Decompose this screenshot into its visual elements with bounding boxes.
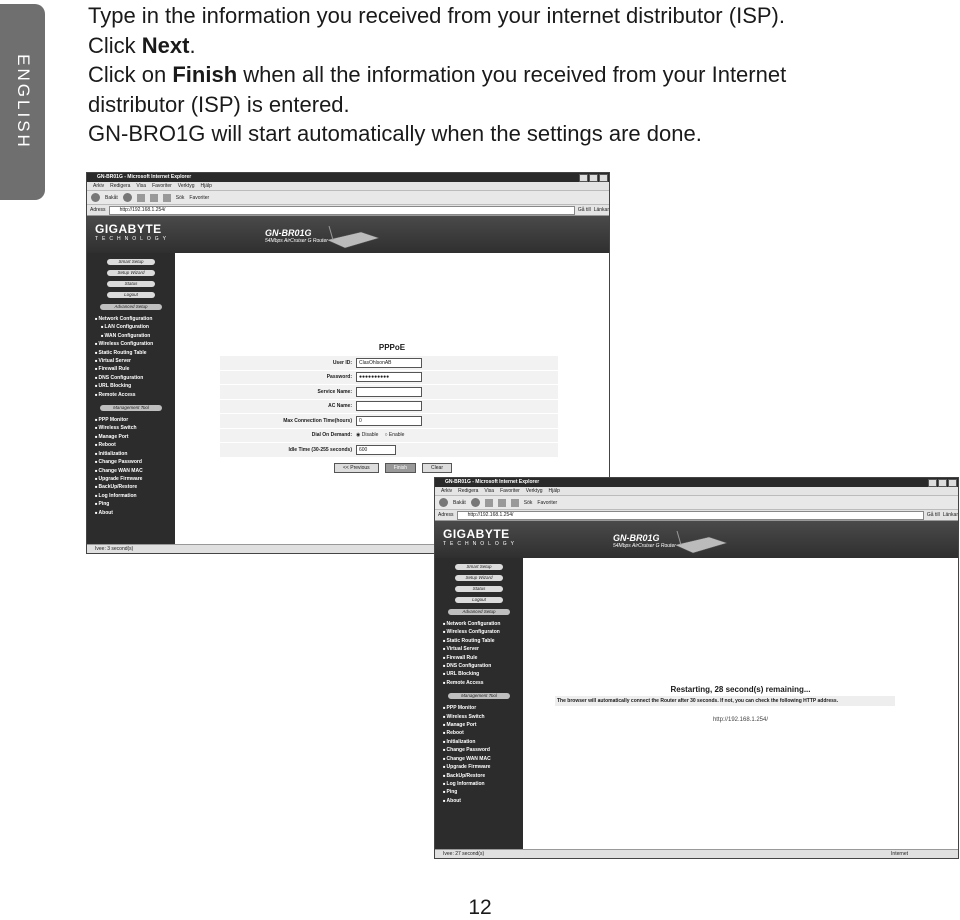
advanced-setup-header: Advanced Setup — [448, 609, 510, 615]
nav-item[interactable]: ■ Change Password — [443, 746, 523, 754]
toolbar — [87, 191, 609, 205]
instruction-line: Type in the information you received from your internet distributor (ISP). — [88, 3, 785, 28]
status-bar: Ivee: 27 second(s) Internet — [435, 849, 958, 858]
nav-item[interactable]: ■ BackUp/Restore — [443, 772, 523, 780]
router-image — [673, 531, 729, 555]
back-icon[interactable] — [439, 498, 448, 507]
menu-view[interactable]: Visa — [484, 488, 495, 494]
password-input[interactable]: ●●●●●●●●●● — [356, 372, 422, 382]
menu-help[interactable]: Hjälp — [200, 183, 212, 189]
back-label[interactable]: Bakåt — [105, 194, 118, 201]
address-label: Adress — [438, 512, 454, 518]
nav-item[interactable]: ■ Remote Access — [95, 391, 175, 399]
menu-favorites[interactable]: Favoriter — [500, 488, 520, 494]
nav-item[interactable]: ■ Virtual Server — [95, 357, 175, 365]
nav-item[interactable]: ■ Network Configuration — [95, 315, 175, 323]
router-header — [435, 521, 958, 561]
dial-disable-radio[interactable]: ◉ Disable — [356, 432, 379, 439]
setup-wizard-button[interactable]: Setup Wizard — [455, 575, 503, 581]
sidebar — [435, 558, 523, 849]
nav-item[interactable]: ■ Reboot — [443, 729, 523, 737]
page-number: 12 — [468, 896, 492, 919]
nav-item[interactable]: ■ LAN Configuration — [95, 323, 175, 331]
language-label: ENGLISH — [13, 54, 33, 150]
finish-button[interactable]: Finish — [385, 463, 416, 473]
refresh-icon[interactable] — [498, 499, 506, 507]
nav-item[interactable]: ■ About — [443, 797, 523, 805]
tools-nav — [87, 416, 175, 517]
advanced-setup-header: Advanced Setup — [100, 304, 162, 310]
dial-on-demand-label: Dial On Demand: — [311, 432, 352, 439]
logout-button[interactable]: Logout — [455, 597, 503, 603]
go-button[interactable]: Gå till — [926, 512, 940, 518]
instructions — [88, 1, 786, 149]
close-button[interactable] — [599, 174, 608, 182]
window-titlebar: GN-BR01G - Microsoft Internet Explorer — [87, 173, 609, 182]
home-icon[interactable] — [163, 194, 171, 202]
nav-item[interactable]: ■ Wireless Configuration — [95, 340, 175, 348]
max-connection-input[interactable]: 0 — [356, 416, 422, 426]
stop-icon[interactable] — [137, 194, 145, 202]
nav-item[interactable]: ■ Reboot — [95, 441, 175, 449]
instruction-line: Click on Finish when all the information you received from your Internet — [88, 62, 787, 87]
address-label: Adress — [90, 207, 106, 213]
instruction-line: distributor (ISP) is entered. — [88, 91, 350, 117]
home-icon[interactable] — [511, 499, 519, 507]
zone-label: Internet — [891, 851, 908, 857]
max-connection-label: Max Connection Time(hours) — [283, 417, 352, 424]
nav-item[interactable]: ■ Static Routing Table — [443, 637, 523, 645]
language-tab — [0, 4, 45, 200]
nav-item[interactable]: ■ Wireless Configuraton — [443, 628, 523, 636]
nav-item[interactable]: ■ Ping — [443, 788, 523, 796]
router-image — [325, 226, 381, 250]
menu-edit[interactable]: Redigera — [458, 488, 479, 494]
user-id-label: User ID: — [332, 359, 352, 366]
window-titlebar: GN-BR01G - Microsoft Internet Explorer — [435, 478, 958, 487]
restart-message: The browser will automatically connect the Router after 30 seconds. If not, you can check the following HTTP address. — [555, 696, 895, 706]
nav-item[interactable]: ■ Upgrade Firmware — [443, 763, 523, 771]
nav-item[interactable]: ■ DNS Configuration — [95, 374, 175, 382]
nav-item[interactable]: ■ Remote Access — [443, 679, 523, 687]
nav-item[interactable]: ■ BackUp/Restore — [95, 483, 175, 491]
gigabyte-logo: GIGABYTE TECHNOLOGY — [95, 222, 171, 242]
maximize-button[interactable] — [589, 174, 598, 182]
idle-time-label: Idle Time (30-255 seconds) — [288, 446, 352, 453]
address-bar — [87, 205, 609, 216]
menu-file[interactable]: Arkiv — [93, 183, 105, 189]
menu-bar — [87, 182, 609, 191]
search-button[interactable]: Sök — [523, 499, 533, 506]
menu-view[interactable]: Visa — [136, 183, 147, 189]
service-name-label: Service Name: — [317, 388, 352, 395]
menu-file[interactable]: Arkiv — [441, 488, 453, 494]
nav-item[interactable]: ■ Log Information — [95, 492, 175, 500]
nav-item[interactable]: ■ Network Configuration — [443, 620, 523, 628]
sidebar — [87, 253, 175, 544]
restart-url[interactable]: http://192.168.1.254/ — [712, 717, 769, 723]
smart-setup-button[interactable]: Smart Setup — [107, 259, 155, 265]
menu-bar — [435, 487, 958, 496]
menu-favorites[interactable]: Favoriter — [152, 183, 172, 189]
favorites-button[interactable]: Favoriter — [189, 194, 210, 201]
maximize-button[interactable] — [938, 479, 947, 487]
nav-item[interactable]: ■ Log Information — [443, 780, 523, 788]
nav-item[interactable]: ■ Ping — [95, 500, 175, 508]
refresh-icon[interactable] — [150, 194, 158, 202]
nav-item[interactable]: ■ Manage Port — [95, 433, 175, 441]
nav-item[interactable]: ■ Initialization — [95, 450, 175, 458]
close-button[interactable] — [948, 479, 957, 487]
menu-tools[interactable]: Verktyg — [525, 488, 543, 494]
stop-icon[interactable] — [485, 499, 493, 507]
nav-item[interactable]: ■ Wireless Switch — [95, 424, 175, 432]
instruction-line: Click Next. — [88, 32, 196, 58]
menu-edit[interactable]: Redigera — [110, 183, 131, 189]
nav-item[interactable]: ■ Initialization — [443, 738, 523, 746]
forward-icon[interactable] — [123, 193, 132, 202]
user-id-input[interactable]: ClasOhlsonAB — [356, 358, 422, 368]
menu-tools[interactable]: Verktyg — [177, 183, 195, 189]
dial-enable-radio[interactable]: ○ Enable — [384, 432, 405, 439]
back-label[interactable]: Bakåt — [453, 499, 466, 506]
ac-name-input[interactable] — [356, 401, 422, 411]
favorites-button[interactable]: Favoriter — [537, 499, 558, 506]
clear-button[interactable]: Clear — [422, 463, 452, 473]
router-header — [87, 216, 609, 256]
model-name: GN-BR01G 54Mbps AirCruiser G Router — [265, 228, 328, 244]
content-area — [523, 558, 958, 849]
menu-help[interactable]: Hjälp — [548, 488, 560, 494]
ac-name-label: AC Name: — [328, 403, 352, 410]
nav-item[interactable]: ■ WAN Configuration — [95, 332, 175, 340]
management-tool-header: Management Tool — [100, 405, 162, 411]
toolbar — [435, 496, 958, 510]
address-input[interactable]: http://192.168.1.254/ — [109, 206, 575, 215]
go-button[interactable]: Gå till — [577, 207, 591, 213]
nav-item[interactable]: ■ Firewall Rule — [95, 365, 175, 373]
minimize-button[interactable] — [579, 174, 588, 182]
nav-item[interactable]: ■ Static Routing Table — [95, 349, 175, 357]
status-button[interactable]: Status — [107, 281, 155, 287]
advanced-nav — [87, 315, 175, 399]
nav-item[interactable]: ■ Virtual Server — [443, 645, 523, 653]
advanced-nav — [435, 620, 523, 687]
nav-item[interactable]: ■ Wireless Switch — [443, 713, 523, 721]
links-button[interactable]: Länkar — [942, 512, 958, 518]
status-bar: Ivee: 3 second(s) — [87, 544, 609, 553]
model-name: GN-BR01G 54Mbps AirCruiser G Router — [613, 533, 676, 549]
nav-item[interactable]: ■ Manage Port — [443, 721, 523, 729]
nav-item[interactable]: ■ URL Blocking — [443, 670, 523, 678]
management-tool-header: Management Tool — [448, 693, 510, 699]
nav-item[interactable]: ■ About — [95, 509, 175, 517]
gigabyte-logo: GIGABYTE TECHNOLOGY — [443, 527, 519, 547]
idle-time-input[interactable]: 600 — [356, 445, 396, 455]
nav-item[interactable]: ■ URL Blocking — [95, 382, 175, 390]
nav-item[interactable]: ■ Firewall Rule — [443, 654, 523, 662]
nav-item[interactable]: ■ Upgrade Firmware — [95, 475, 175, 483]
tools-nav — [435, 704, 523, 805]
browser-window-restart — [434, 477, 959, 859]
minimize-button[interactable] — [928, 479, 937, 487]
form-title: PPPoE — [378, 343, 406, 352]
nav-item[interactable]: ■ Change WAN MAC — [443, 755, 523, 763]
logout-button[interactable]: Logout — [107, 292, 155, 298]
password-label: Password: — [326, 374, 352, 381]
nav-item[interactable]: ■ Change Password — [95, 458, 175, 466]
smart-setup-button[interactable]: Smart Setup — [455, 564, 503, 570]
forward-icon[interactable] — [471, 498, 480, 507]
nav-item[interactable]: ■ PPP Monitor — [443, 704, 523, 712]
nav-item[interactable]: ■ DNS Configuration — [443, 662, 523, 670]
pppoe-form — [220, 356, 558, 473]
nav-item[interactable]: ■ Change WAN MAC — [95, 467, 175, 475]
back-icon[interactable] — [91, 193, 100, 202]
service-name-input[interactable] — [356, 387, 422, 397]
search-button[interactable]: Sök — [175, 194, 185, 201]
instruction-line: GN-BRO1G will start automatically when the settings are done. — [88, 121, 702, 146]
previous-button[interactable]: << Previous — [334, 463, 379, 473]
address-bar — [435, 510, 958, 521]
address-input[interactable]: http://192.168.1.254/ — [457, 511, 924, 520]
setup-wizard-button[interactable]: Setup Wizard — [107, 270, 155, 276]
restart-title: Restarting, 28 second(s) remaining... — [670, 685, 811, 694]
links-button[interactable]: Länkar — [593, 207, 609, 213]
status-button[interactable]: Status — [455, 586, 503, 592]
nav-item[interactable]: ■ PPP Monitor — [95, 416, 175, 424]
